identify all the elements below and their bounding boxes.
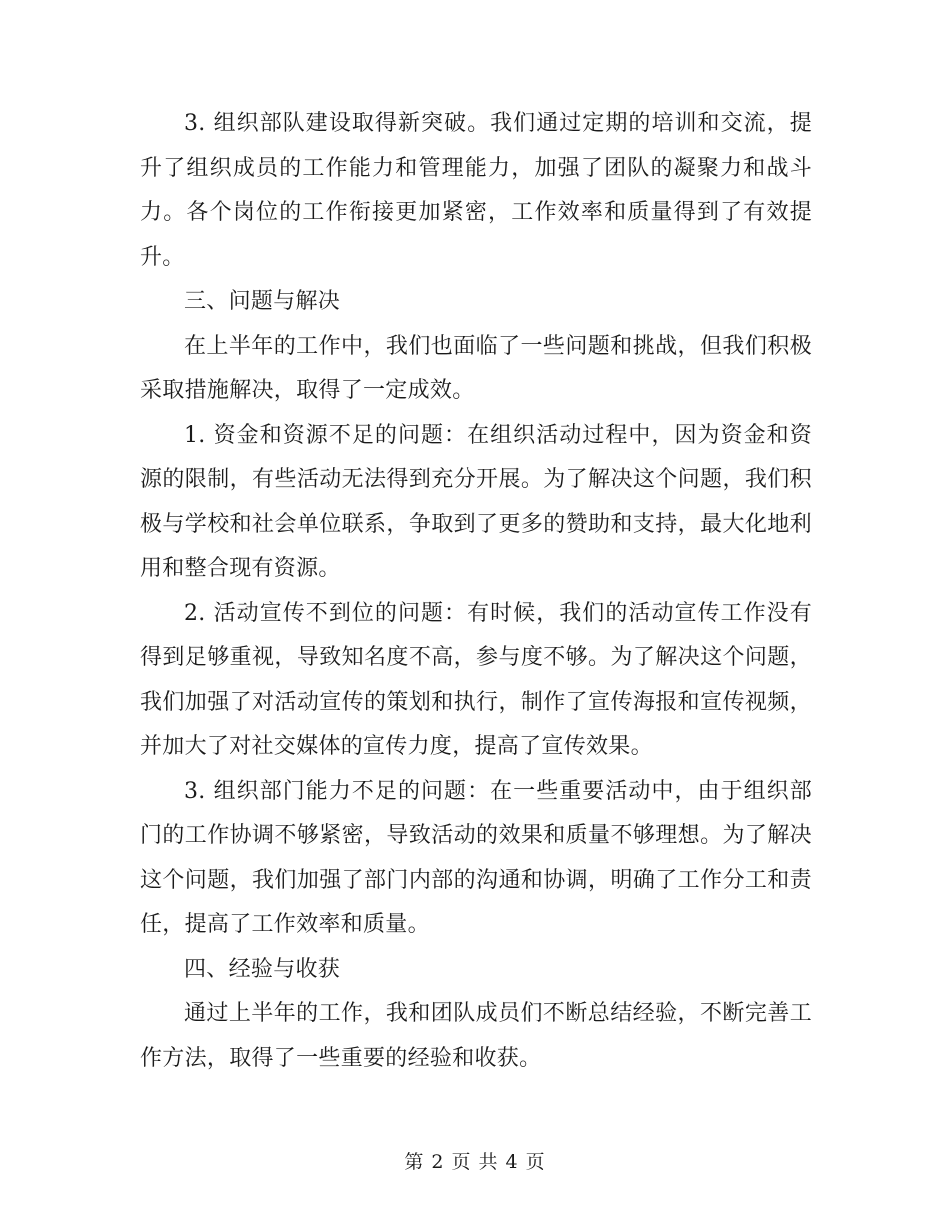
- section-heading-experience: 四、经验与收获: [184, 956, 341, 982]
- document-body: [140, 102, 812, 1081]
- section-heading-problems: 三、问题与解决: [184, 289, 341, 314]
- paragraph-experience-intro: 通过上半年的工作，我和团队成员们不断总结经验，不断完善工作方法，取得了一些重要的经验和收获。: [140, 1001, 812, 1071]
- paragraph-problem-capability: 3. 组织部门能力不足的问题：在一些重要活动中，由于组织部门的工作协调不够紧密，导致活动的效果和质量不够理想。为了解决这个问题，我们加强了部门内部的沟通和协调，明确了工作分工和责任，提高了工作效率和质量。: [140, 778, 812, 937]
- paragraph-org-building: 3. 组织部队建设取得新突破。我们通过定期的培训和交流，提升了组织成员的工作能力和管理能力，加强了团队的凝聚力和战斗力。各个岗位的工作衔接更加紧密，工作效率和质量得到了有效提升。: [140, 111, 812, 270]
- paragraph-problems-intro: 在上半年的工作中，我们也面临了一些问题和挑战，但我们积极采取措施解决，取得了一定成效。: [140, 333, 812, 403]
- paragraph-problem-publicity: 2. 活动宣传不到位的问题：有时候，我们的活动宣传工作没有得到足够重视，导致知名度不高，参与度不够。为了解决这个问题，我们加强了对活动宣传的策划和执行，制作了宣传海报和宣传视频，并加大了对社交媒体的宣传力度，提高了宣传效果。: [140, 600, 812, 759]
- paragraph-problem-funding: 1. 资金和资源不足的问题：在组织活动过程中，因为资金和资源的限制，有些活动无法得到充分开展。为了解决这个问题，我们积极与学校和社会单位联系，争取到了更多的赞助和支持，最大化地利用和整合现有资源。: [140, 422, 812, 581]
- page-number-footer: 第 2 页 共 4 页: [404, 1151, 546, 1173]
